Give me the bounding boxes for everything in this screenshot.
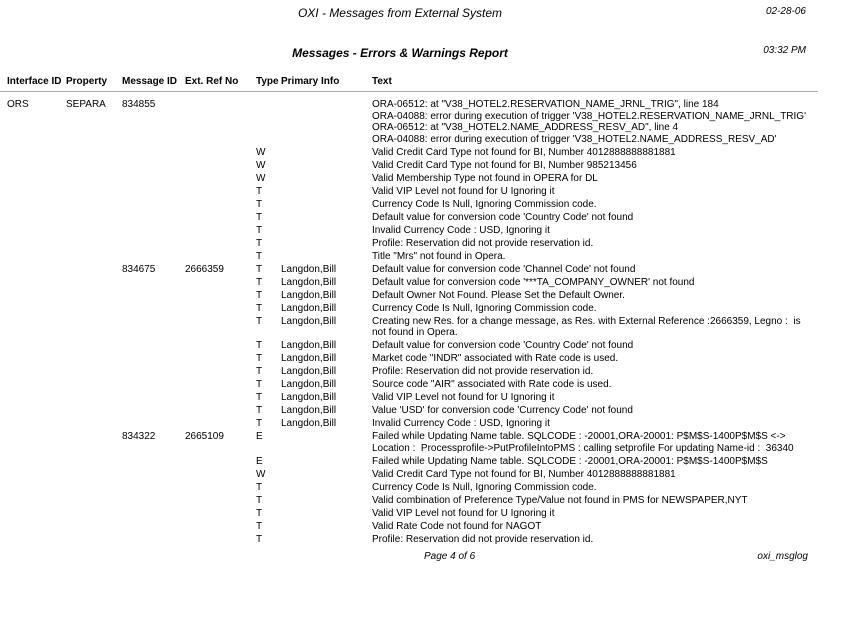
- cell-text: [372, 316, 818, 339]
- cell-primary-info: Langdon,Bill: [281, 418, 337, 429]
- cell-text: [372, 199, 818, 211]
- table-row: [7, 482, 818, 494]
- page-number: Page 4 of 6: [424, 551, 476, 562]
- table-row: [7, 251, 818, 263]
- message-text-line: Default value for conversion code 'Channel Code' not found: [372, 263, 636, 275]
- cell-type: T: [256, 315, 263, 327]
- table-row: [7, 303, 818, 315]
- cell-interface-id: ORS: [7, 99, 29, 110]
- cell-primary-info: Langdon,Bill: [281, 405, 337, 416]
- cell-text: [372, 340, 818, 352]
- cell-primary-info: Langdon,Bill: [281, 315, 337, 327]
- table-row: [7, 469, 818, 481]
- cell-type: T: [256, 185, 263, 197]
- cell-text: [372, 469, 818, 481]
- cell-primary-info: Langdon,Bill: [281, 392, 337, 403]
- table-row: [7, 405, 818, 417]
- table-row: [7, 456, 818, 468]
- cell-type: T: [256, 481, 263, 493]
- cell-text: [372, 186, 818, 198]
- message-text-line: Creating new Res. for a change message, as Res. with External Reference :2666359, Legno : is: [372, 315, 801, 327]
- message-text-line: Valid Credit Card Type not found for BI, Number 985213456: [372, 159, 637, 171]
- message-text-line: Valid combination of Preference Type/Value not found in PMS for NEWSPAPER,NYT: [372, 494, 748, 506]
- message-text-line: Default value for conversion code '***TA_COMPANY_OWNER' not found: [372, 276, 695, 288]
- cell-type: T: [256, 366, 263, 377]
- table-row: [7, 366, 818, 378]
- message-text-line: Source code "AIR" associated with Rate code is used.: [372, 379, 612, 390]
- cell-text: [372, 521, 818, 533]
- column-header-property: Property: [66, 76, 108, 87]
- column-header-message-id: Message ID: [122, 76, 178, 87]
- cell-type: W: [256, 468, 266, 480]
- message-text-line: Default value for conversion code 'Country Code' not found: [372, 340, 634, 351]
- table-row: [7, 392, 818, 404]
- table-row: [7, 147, 818, 159]
- cell-text: [372, 238, 818, 250]
- cell-type: T: [256, 198, 263, 210]
- column-header-ext-ref-no: Ext. Ref No: [185, 76, 239, 87]
- table-row: [7, 508, 818, 520]
- cell-text: [372, 482, 818, 494]
- table-row: [7, 431, 818, 454]
- cell-type: E: [256, 431, 263, 442]
- message-text-line: Valid VIP Level not found for U Ignoring it: [372, 392, 555, 403]
- table-row: [7, 290, 818, 302]
- cell-type: T: [256, 418, 263, 429]
- cell-text: [372, 277, 818, 289]
- cell-message-id: 834855: [122, 99, 156, 110]
- cell-type: W: [256, 146, 266, 158]
- cell-type: T: [256, 520, 263, 532]
- cell-type: T: [256, 533, 263, 545]
- cell-type: E: [256, 455, 263, 467]
- cell-type: T: [256, 379, 263, 390]
- message-text-line: Profile: Reservation did not provide reservation id.: [372, 533, 594, 545]
- message-text-line: ORA-04088: error during execution of trigger 'V38_HOTEL2.RESERVATION_NAME_JRNL_TRIG': [372, 110, 806, 122]
- cell-primary-info: Langdon,Bill: [281, 379, 337, 390]
- message-text-line: Currency Code Is Null, Ignoring Commission code.: [372, 302, 597, 314]
- cell-primary-info: Langdon,Bill: [281, 366, 337, 377]
- cell-text: [372, 264, 818, 276]
- message-text-line: Valid Membership Type not found in OPERA for DL: [372, 172, 598, 184]
- message-text-line: Valid Credit Card Type not found for BI, Number 4012888888881881: [372, 146, 676, 158]
- report-time: 03:32 PM: [763, 45, 806, 56]
- cell-text: [372, 212, 818, 224]
- cell-type: T: [256, 392, 263, 403]
- cell-text: [372, 173, 818, 185]
- message-text-line: Failed while Updating Name table. SQLCODE : -20001,ORA-20001: P$M$S-1400P$M$S <->: [372, 431, 786, 442]
- message-text-line: Valid VIP Level not found for U Ignoring it: [372, 507, 555, 519]
- report-date: 02-28-06: [765, 6, 806, 17]
- column-header-interface-id: Interface ID: [7, 76, 62, 87]
- cell-type: T: [256, 405, 263, 416]
- message-text-line: Invalid Currency Code : USD, Ignoring it: [372, 224, 550, 236]
- message-text-line: ORA-06512: at "V38_HOTEL2.NAME_ADDRESS_RESV_AD", line 4: [372, 122, 679, 133]
- cell-type: T: [256, 507, 263, 519]
- message-text-line: ORA-04088: error during execution of trigger 'V38_HOTEL2.NAME_ADDRESS_RESV_AD': [372, 133, 777, 145]
- message-text-line: Failed while Updating Name table. SQLCODE : -20001,ORA-20001: P$M$S-1400P$M$S: [372, 455, 768, 467]
- cell-primary-info: Langdon,Bill: [281, 340, 337, 351]
- cell-type: T: [256, 494, 263, 506]
- report-subtitle: Messages - Errors & Warnings Report: [292, 46, 508, 60]
- cell-primary-info: Langdon,Bill: [281, 302, 337, 314]
- cell-type: W: [256, 159, 266, 171]
- table-row: [7, 173, 818, 185]
- table-row: [7, 199, 818, 211]
- cell-text: [372, 290, 818, 302]
- table-row: [7, 340, 818, 352]
- cell-text: [372, 431, 818, 454]
- message-text-line: Valid VIP Level not found for U Ignoring it: [372, 185, 555, 197]
- message-text-line: ORA-06512: at "V38_HOTEL2.RESERVATION_NAME_JRNL_TRIG", line 184: [372, 99, 719, 110]
- cell-text: [372, 379, 818, 391]
- cell-text: [372, 353, 818, 365]
- cell-type: T: [256, 276, 263, 288]
- message-text-line: Title "Mrs" not found in Opera.: [372, 250, 506, 262]
- table-row: [7, 495, 818, 507]
- cell-primary-info: Langdon,Bill: [281, 276, 337, 288]
- cell-property: SEPARA: [66, 99, 106, 110]
- report-id: oxi_msglog: [757, 551, 808, 562]
- cell-text: [372, 147, 818, 159]
- cell-ext-ref-no: 2665109: [185, 431, 224, 442]
- message-text-line: Profile: Reservation did not provide reservation id.: [372, 366, 594, 377]
- table-row: [7, 521, 818, 533]
- column-header-type: Type: [256, 76, 279, 87]
- cell-text: [372, 418, 818, 430]
- cell-text: [372, 405, 818, 417]
- cell-type: W: [256, 172, 266, 184]
- message-text-line: Default value for conversion code 'Country Code' not found: [372, 211, 634, 223]
- cell-type: T: [256, 289, 263, 301]
- message-text-line: Currency Code Is Null, Ignoring Commission code.: [372, 198, 597, 210]
- cell-message-id: 834675: [122, 263, 156, 275]
- cell-text: [372, 99, 818, 145]
- cell-type: T: [256, 263, 263, 275]
- cell-type: T: [256, 250, 263, 262]
- message-text-line: Invalid Currency Code : USD, Ignoring it: [372, 418, 550, 429]
- cell-type: T: [256, 211, 263, 223]
- table-row: [7, 238, 818, 250]
- table-row: [7, 353, 818, 365]
- cell-text: [372, 303, 818, 315]
- cell-message-id: 834322: [122, 431, 156, 442]
- table-row: [7, 212, 818, 224]
- cell-text: [372, 534, 818, 546]
- table-row: [7, 316, 818, 339]
- message-text-line: Default Owner Not Found. Please Set the Default Owner.: [372, 289, 625, 301]
- table-row: [7, 99, 818, 145]
- cell-text: [372, 495, 818, 507]
- cell-primary-info: Langdon,Bill: [281, 289, 337, 301]
- message-text-line: Value 'USD' for conversion code 'Currency Code' not found: [372, 405, 633, 416]
- table-row: [7, 160, 818, 172]
- table-row: [7, 534, 818, 546]
- message-text-line: Valid Rate Code not found for NAGOT: [372, 520, 542, 532]
- cell-type: T: [256, 340, 263, 351]
- column-header-primary-info: Primary Info: [281, 76, 340, 87]
- message-text-line: Location : Processprofile->PutProfileIntoPMS : calling setprofile For updating Name-id : 36340: [372, 442, 794, 454]
- message-text-line: Currency Code Is Null, Ignoring Commission code.: [372, 481, 597, 493]
- message-text-line: not found in Opera.: [372, 327, 458, 338]
- cell-type: T: [256, 224, 263, 236]
- table-row: [7, 277, 818, 289]
- table-header-row: [0, 76, 818, 92]
- table-row: [7, 379, 818, 391]
- cell-text: [372, 508, 818, 520]
- cell-text: [372, 225, 818, 237]
- report-table: [0, 76, 818, 547]
- table-row: [7, 264, 818, 276]
- table-row: [7, 418, 818, 430]
- cell-text: [372, 366, 818, 378]
- message-text-line: Valid Credit Card Type not found for BI, Number 4012888888881881: [372, 468, 676, 480]
- column-header-text: Text: [372, 76, 392, 87]
- cell-primary-info: Langdon,Bill: [281, 353, 337, 364]
- cell-primary-info: Langdon,Bill: [281, 263, 337, 275]
- message-text-line: Profile: Reservation did not provide reservation id.: [372, 237, 594, 249]
- message-text-line: Market code "INDR" associated with Rate code is used.: [372, 353, 619, 364]
- cell-text: [372, 160, 818, 172]
- cell-text: [372, 392, 818, 404]
- cell-ext-ref-no: 2666359: [185, 263, 224, 275]
- cell-text: [372, 456, 818, 468]
- cell-text: [372, 251, 818, 263]
- cell-type: T: [256, 302, 263, 314]
- cell-type: T: [256, 237, 263, 249]
- report-title: OXI - Messages from External System: [297, 6, 503, 20]
- cell-type: T: [256, 353, 263, 364]
- table-body: [0, 99, 818, 545]
- table-row: [7, 225, 818, 237]
- table-row: [7, 186, 818, 198]
